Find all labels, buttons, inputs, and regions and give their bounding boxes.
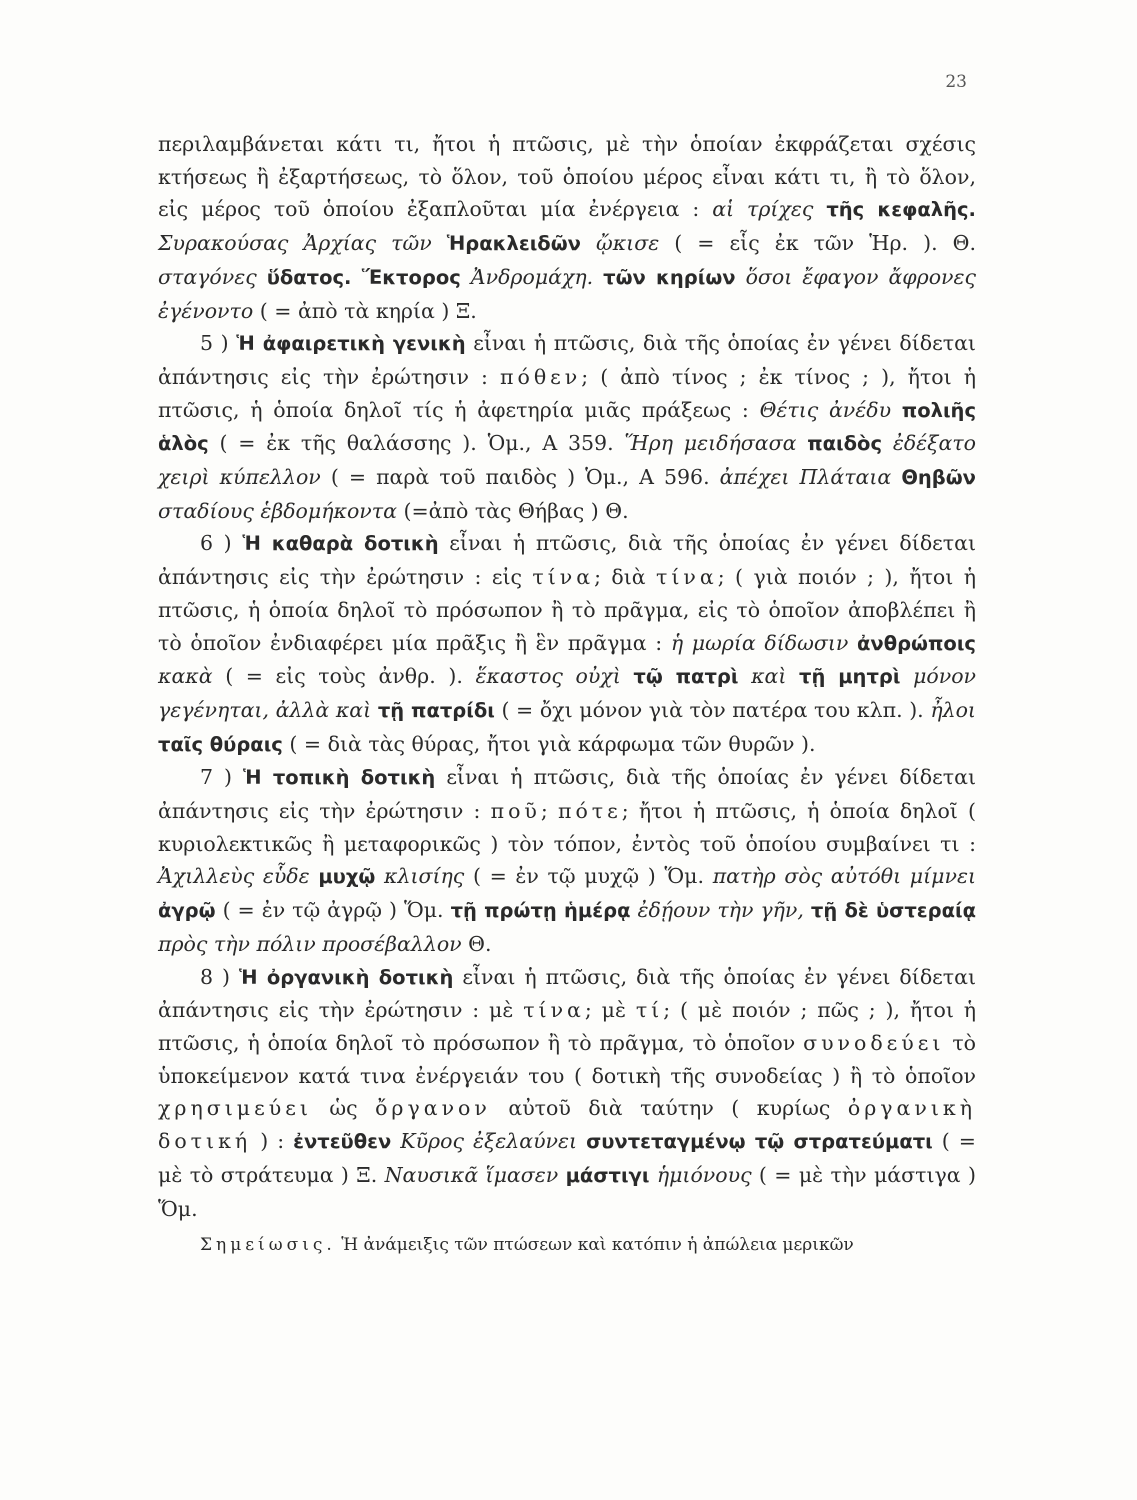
spaced-word: πόθεν [500,364,582,389]
spaced-word: συνοδεύει [803,1030,945,1055]
example: ᾤκισε [596,231,660,256]
text: (=ἀπὸ τὰς Θήβας ) Θ. [403,498,629,523]
section-number: 7 ) [200,765,233,790]
example: ἐδῄουν τὴν γῆν, [637,898,804,923]
example-bold: συντεταγμένῳ τῷ στρατεύματι [586,1130,933,1154]
example-bold: Ἡρακλειδῶν [446,232,581,256]
note-label: Σημείωσις. [200,1235,336,1256]
example: ἐδέξατο χειρὶ κύπελλον [158,431,976,490]
paragraph-pure-dative [158,527,976,761]
text: ; ( μὲ ποιόν ; πῶς ; ), ἤτοι ἡ πτῶσις, ἡ ὁποία δηλοῖ τὸ πρόσωπον ἢ τὸ πρᾶγμα, τὸ ὁποῖον [158,998,976,1055]
spaced-word: ὀργανικὴ δοτική [158,1096,976,1154]
example-bold: τῇ πατρίδι [377,698,495,722]
spaced-word: τίνα [523,998,585,1023]
example: κακὰ [158,664,213,689]
example-bold: παιδὸς [807,432,883,456]
section-number: 5 ) [200,331,229,356]
example-bold: Θηβῶν [901,466,976,490]
text: ; ( γιὰ ποιόν ; ), ἤτοι ἡ πτῶσις, ἡ ὁποία δηλοῖ τὸ πρόσωπον ἢ τὸ πρᾶγμα, εἰς τὸ ὁποῖον ἀποβλέπει ἢ τὸ ὁποῖον ἐνδιαφέρει μία πρᾶξις ἢ ἓν πρᾶγμα : [158,565,976,655]
example: ὅσοι ἔφαγον ἄφρονες ἐγένοντο [158,264,976,323]
text: ; [540,799,548,824]
example: Θέτις ἀνέδυ [759,397,892,422]
paragraph-locative-dative [158,761,976,960]
section-heading: Ἡ καθαρὰ δοτικὴ [242,532,439,556]
paragraph-genitive-partitive [158,128,976,327]
example: αἱ τρίχες [712,197,814,222]
text: ( = ἐν τῷ μυχῷ ) Ὅμ. [472,864,705,889]
text: Θ. [468,931,492,956]
spaced-word: τίνα [656,565,718,590]
example: Ἥρη μειδήσασα [624,431,797,456]
text: ( = παρὰ τοῦ παιδὸς ) Ὁμ., Α 596. [330,465,710,490]
example: ἕκαστος οὐχὶ [475,664,621,689]
example: μόνον γεγένηται, ἀλλὰ καὶ [158,664,976,722]
example: σταγόνες [158,264,257,289]
text: εἶναι ἡ πτῶσις, διὰ τῆς ὁποίας ἐν γένει δίδεται ἀπάντησις εἰς τὴν ἐρώτησιν : [158,331,976,389]
example-bold: τῆς κεφαλῆς. [826,198,976,222]
example-bold: τῶν κηρίων [603,265,736,289]
example: Ἀχιλλεὺς εὗδε [158,864,310,889]
text: ( = μὲ τὸ στράτευμα ) Ξ. [158,1129,976,1187]
text: ( = εἷς ἐκ τῶν Ἡρ. ). Θ. [674,231,976,256]
page-number: 23 [945,72,967,92]
text: ὡς [329,1096,358,1121]
example: πατὴρ σὸς αὐτόθι μίμνει [712,864,976,889]
text: ( = διὰ τὰς θύρας, ἤτοι γιὰ κάρφωμα τῶν θυρῶν ). [289,731,816,756]
text: ( = ἐν τῷ ἀγρῷ ) Ὅμ. [222,898,444,923]
spaced-word: πότε [557,799,622,824]
example-bold: ὕδατος. Ἕκτορος [266,265,461,289]
text: εἶναι ἡ πτῶσις, διὰ τῆς ὁποίας ἐν γένει δίδεται ἀπάντησις εἰς τὴν ἐρώτησιν : μὲ [158,964,976,1023]
text: ( = ἀπὸ τὰ κηρία ) Ξ. [259,298,477,323]
example-bold: μυχῷ [318,865,376,889]
example-bold: ἐντεῦθεν [293,1130,392,1154]
example-bold: τῇ μητρὶ [799,665,901,689]
example: Ναυσικᾶ ἵμασεν [384,1162,559,1187]
section-heading: Ἡ ἀφαιρετικὴ γενικὴ [236,332,466,356]
text: αὐτοῦ διὰ ταύτην ( κυρίως [508,1096,831,1121]
example: σταδίους ἑβδομήκοντα [158,498,397,523]
example: Ἀνδρομάχη. [470,264,594,289]
example: καὶ [751,664,787,689]
example-bold: ταῖς θύραις [158,732,283,756]
text: ; ( ἀπὸ τίνος ; ἐκ τίνος ; ), ἤτοι ἡ πτῶσις, ἡ ὁποία δηλοῖ τίς ἡ ἀφετηρία μιᾶς πράξεως : [158,364,976,422]
example: κλισίης [384,864,465,889]
example: Κῦρος ἐξελαύνει [400,1129,578,1154]
example-bold: μάστιγι [565,1163,650,1187]
section-number: 6 ) [200,531,232,556]
text: ; διὰ [594,565,646,590]
text: ; ἤτοι ἡ πτῶσις, ἡ ὁποία δηλοῖ ( κυριολεκτικῶς ἢ μεταφορικῶς ) τὸν τόπον, ἐντὸς τοῦ ὁποίου συμβαίνει τι : [158,799,976,856]
spaced-word: χρησιμεύει [158,1096,312,1121]
page-body [158,128,976,1262]
spaced-word: τί [635,998,664,1023]
text: περιλαμβάνεται κάτι τι, ἤτοι ἡ πτῶσις, μὲ τὴν ὁποίαν ἐκφράζεται σχέσις κτήσεως ἢ ἐξαρτήσεως, τὸ ὅλον, τοῦ ὁποίου μέρος εἶναι κάτι τι, ἢ τὸ ὅλον, εἰς μέρος τοῦ ὁποίου ἐξαπλοῦται μία ἐνέργεια : [158,132,976,222]
text: ; μὲ [584,998,626,1023]
example: ἡμιόνους [656,1162,752,1187]
paragraph-ablative-genitive [158,327,976,527]
text: ( = ἐκ τῆς θαλάσσης ). Ὁμ., Α 359. [219,431,614,456]
text: τὸ ὑποκείμενον κατά τινα ἐνέργειάν του ( δοτικὴ τῆς συνοδείας ) ἢ τὸ ὁποῖον [158,1030,976,1088]
example-bold: ἀνθρώποις [857,631,976,655]
example: ἦλοι [930,697,976,722]
text: εἶναι ἡ πτῶσις, διὰ τῆς ὁποίας ἐν γένει δίδεται ἀπάντησις εἰς τὴν ἐρώτησιν : [158,765,976,824]
example-bold: τῇ δὲ ὑστεραίᾳ [810,899,976,923]
text: ( = εἰς τοὺς ἀνθρ. ). [225,664,463,689]
spaced-word: τίνα [532,565,595,590]
example: πρὸς τὴν πόλιν προσέβαλλον [158,931,462,956]
text: ( = ὄχι μόνον γιὰ τὸν πατέρα του κλπ. ). [501,697,924,722]
example: ἀπέχει Πλάταια [719,465,892,490]
section-number: 8 ) [200,964,231,989]
example-bold: τῇ πρώτῃ ἡμέρᾳ [450,899,631,923]
note-text: Ἡ ἀνάμειξις τῶν πτώσεων καὶ κατόπιν ἡ ἀπώλεια μερικῶν [341,1235,854,1256]
paragraph-instrumental-dative [158,961,976,1226]
example-bold: τῷ πατρὶ [633,665,739,689]
spaced-word: ὄργανον [375,1096,491,1121]
example-bold: πολιῆς ἁλὸς [158,398,976,456]
text: ) : [260,1129,285,1154]
note-paragraph [158,1229,976,1262]
spaced-word: ποῦ [490,799,541,824]
example-bold: ἀγρῷ [158,899,216,923]
text: ( = μὲ τὴν μάστιγα ) Ὅμ. [158,1162,976,1221]
example: Συρακούσας Ἀρχίας τῶν [158,231,432,256]
section-heading: Ἡ τοπικὴ δοτικὴ [243,766,436,790]
example: ἡ μωρία δίδωσιν [670,630,849,655]
text: εἶναι ἡ πτῶσις, διὰ τῆς ὁποίας ἐν γένει δίδεται ἀπάντησις εἰς τὴν ἐρώτησιν : εἰς [158,531,976,590]
section-heading: Ἡ ὀργανικὴ δοτικὴ [239,965,454,989]
